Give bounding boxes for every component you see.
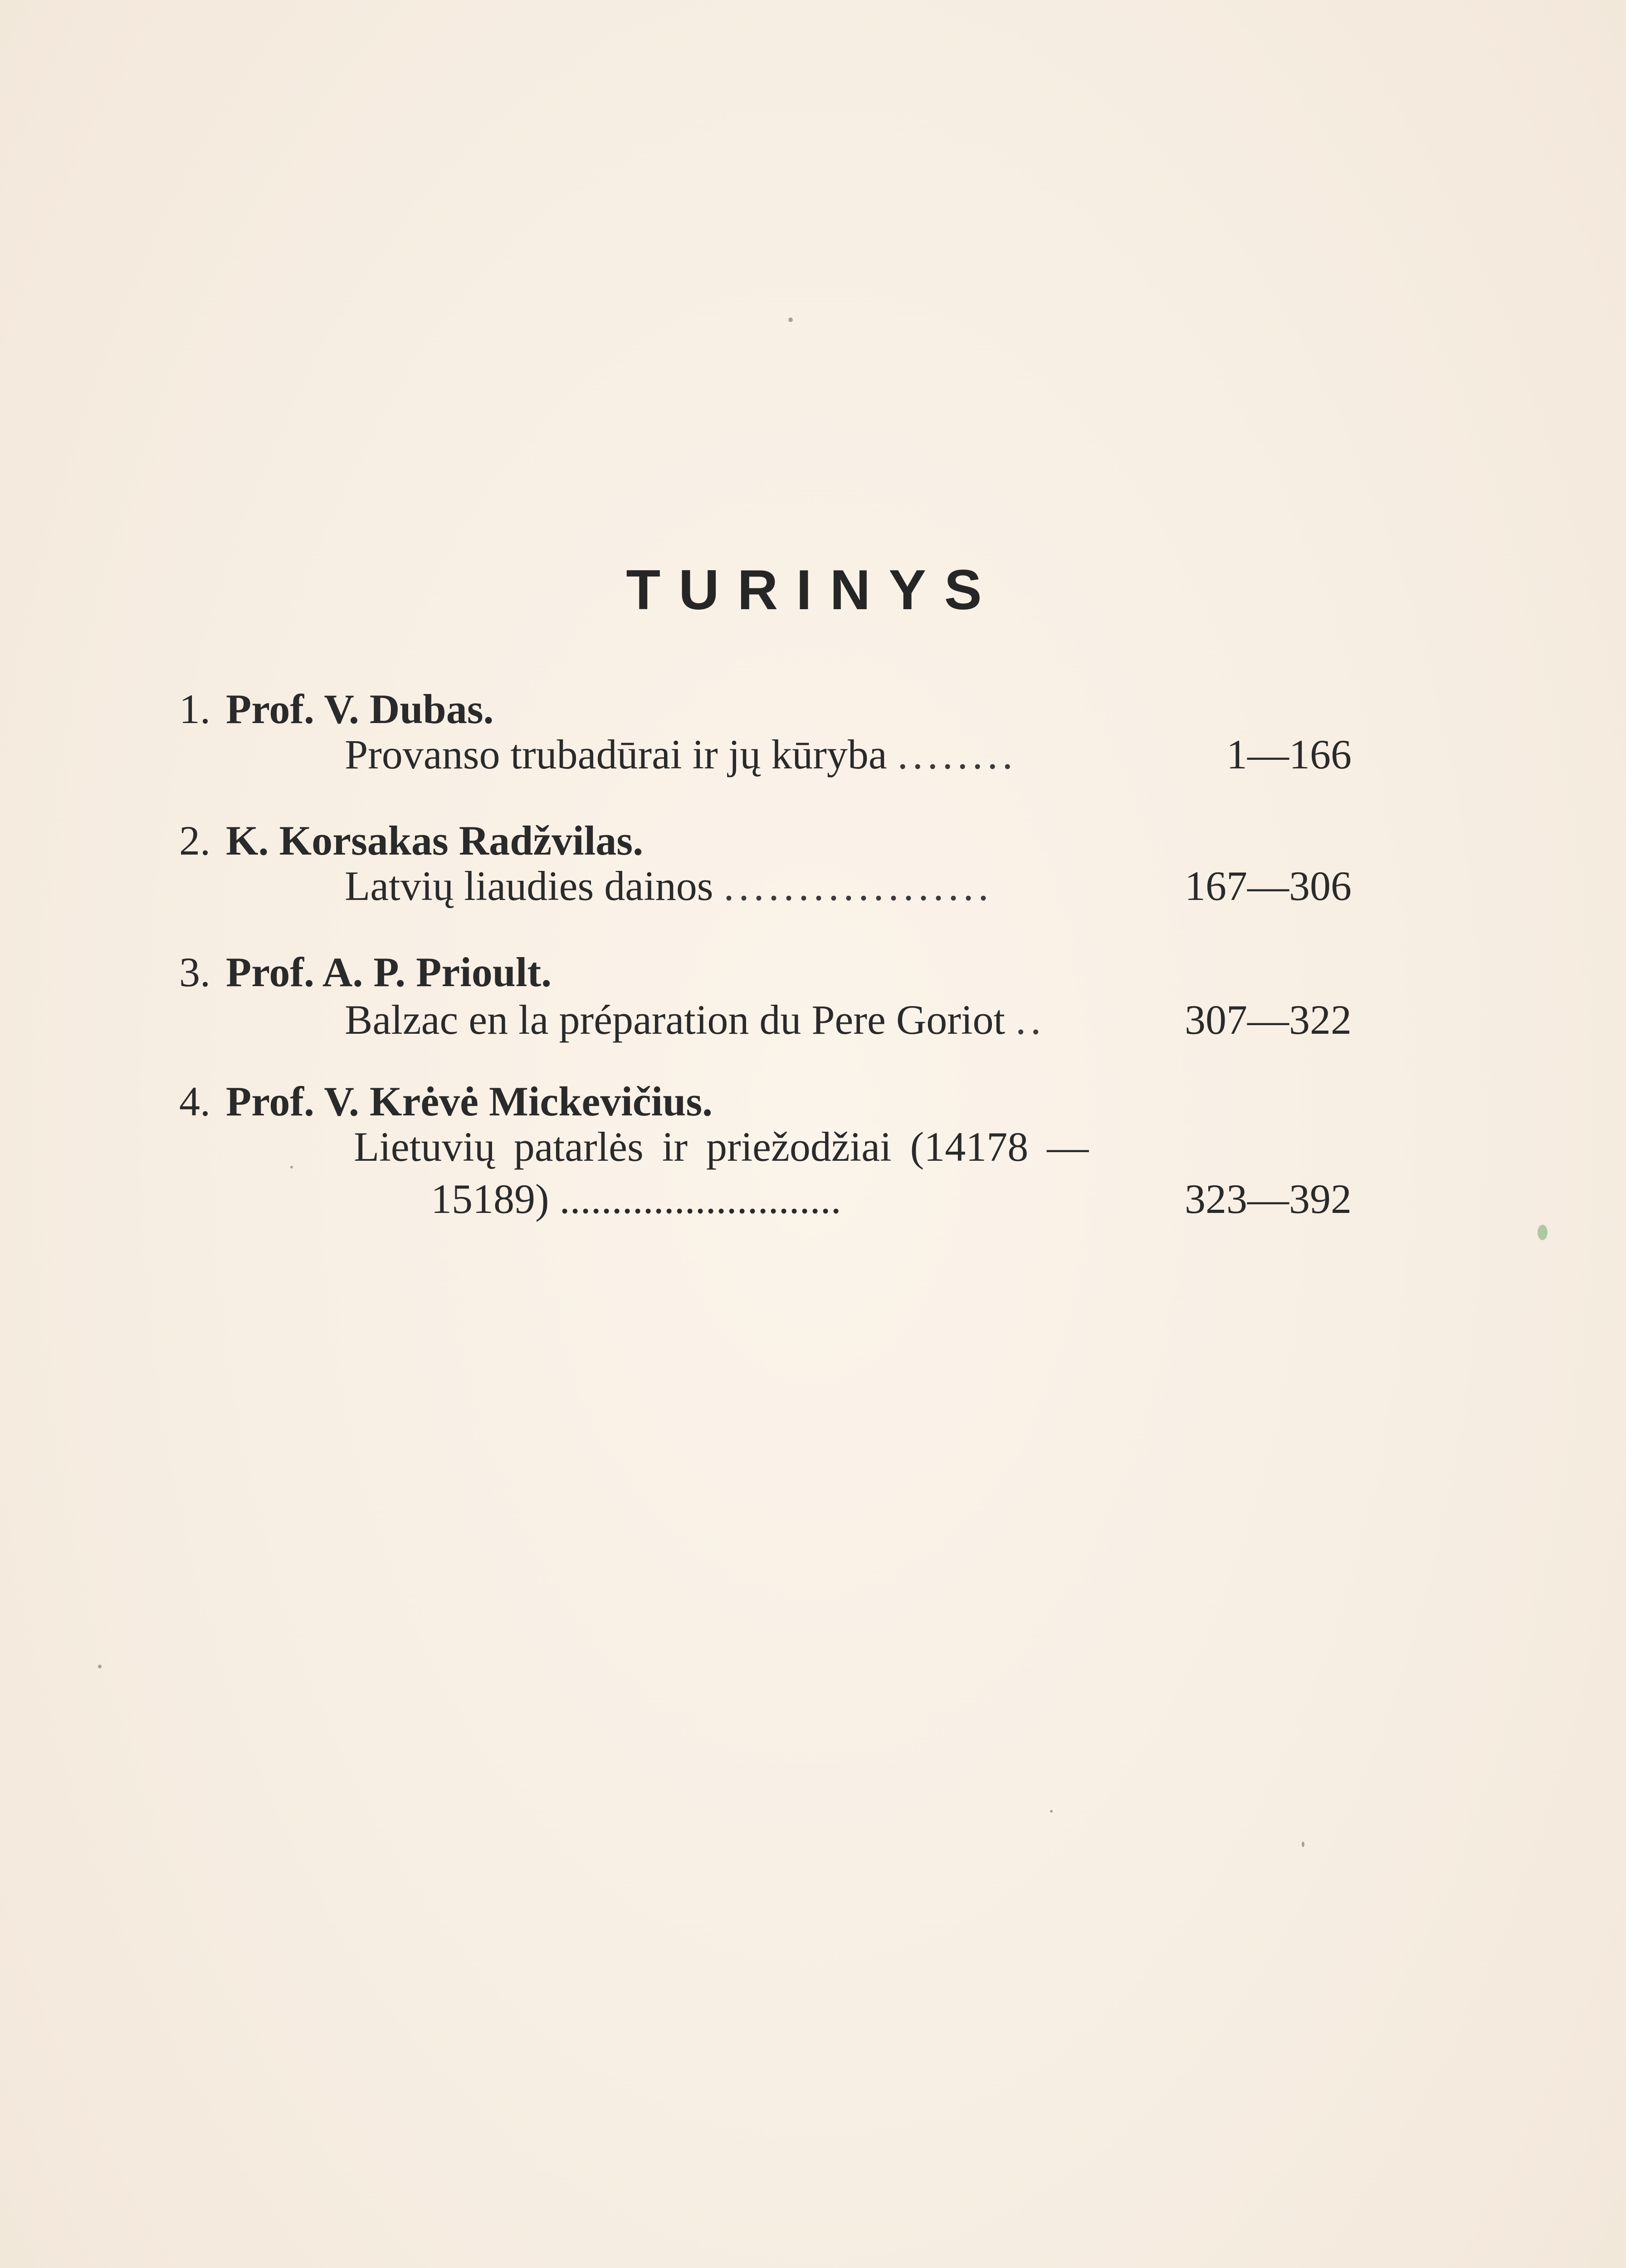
entry-author: Prof. A. P. Prioult. <box>226 949 552 995</box>
entry-number: 1. <box>179 686 210 732</box>
entry-title-line <box>345 730 1147 778</box>
paper-speck <box>1050 1810 1053 1813</box>
entry-number: 3. <box>179 949 210 995</box>
entry-leaders: ........ <box>897 731 1017 777</box>
paper-speck <box>290 1166 293 1168</box>
paper-speck <box>98 1665 102 1668</box>
entry-pages: 307—322 <box>1185 997 1352 1043</box>
paper-speck <box>1538 1225 1548 1240</box>
entry-number: 4. <box>179 1078 210 1124</box>
entry-pages: 323—392 <box>1185 1176 1352 1222</box>
entry-author: Prof. V. Krėvė Mickevičius. <box>226 1078 713 1124</box>
entry-title: Balzac en la préparation du Pere Goriot <box>345 997 1006 1043</box>
entry-title-line <box>345 996 1147 1044</box>
entry-author-line <box>179 1077 713 1125</box>
entry-author: Prof. V. Dubas. <box>226 686 494 732</box>
page-title: TURINYS <box>626 559 1000 621</box>
entry-pages: 167—306 <box>1185 863 1352 909</box>
entry-pages: 1—166 <box>1226 731 1352 777</box>
paper-speck <box>1302 1842 1304 1847</box>
entry-title-line-1: Lietuvių patarlės ir priežodžiai (14178 — <box>354 1124 1089 1170</box>
entry-title-continuation: 15189) <box>431 1176 549 1222</box>
entry-author-line <box>179 685 494 733</box>
entry-number: 2. <box>179 817 210 864</box>
entry-leaders: ........................... <box>559 1176 841 1222</box>
entry-title-line-2 <box>431 1175 1147 1223</box>
entry-author-line <box>179 948 552 996</box>
entry-leaders: .................. <box>723 863 993 909</box>
entry-author-line <box>179 816 643 865</box>
entry-title: Latvių liaudies dainos <box>345 863 713 909</box>
entry-leaders: .. <box>1016 997 1046 1043</box>
entry-author: K. Korsakas Radžvilas. <box>226 817 644 864</box>
entry-title: Provanso trubadūrai ir jų kūryba <box>345 731 887 777</box>
paper-speck <box>788 318 793 322</box>
entry-title-line <box>345 862 1147 910</box>
